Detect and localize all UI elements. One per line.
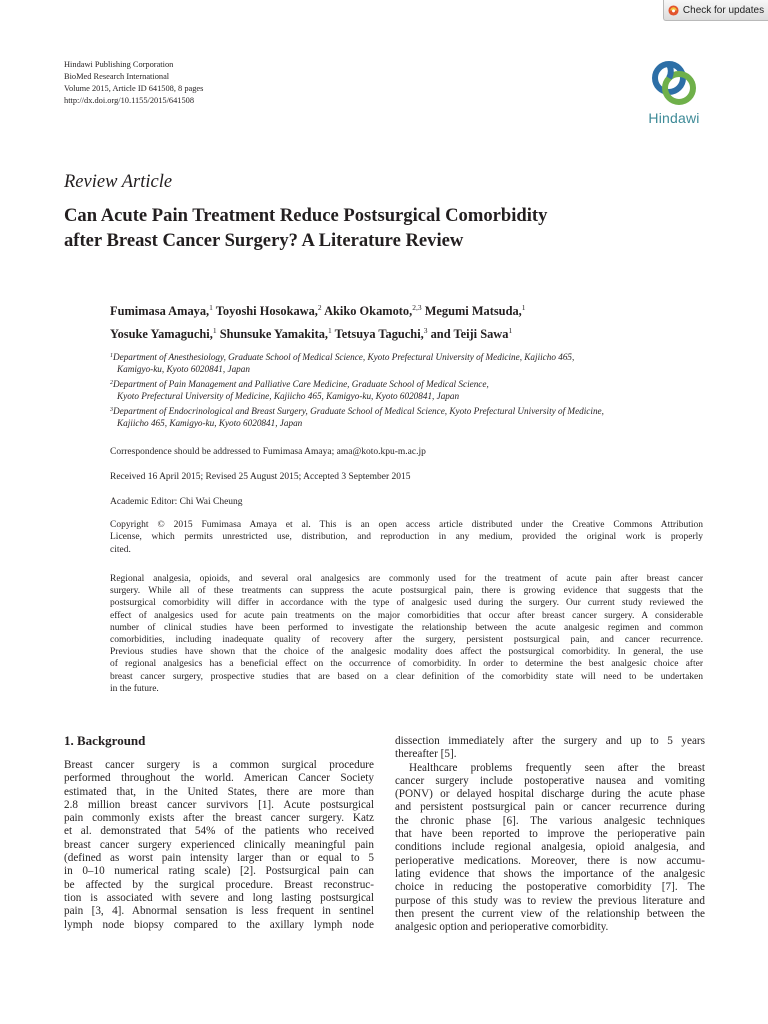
author-name: Akiko Okamoto, [324, 304, 413, 318]
body-line: then present the current view of the relationship between the [395, 907, 705, 920]
affiliation-item [110, 377, 604, 402]
copyright-line: cited. [110, 544, 131, 555]
doi-link[interactable]: http://dx.doi.org/10.1155/2015/641508 [64, 96, 195, 105]
body-line: pain commonly exists after the breast cancer surgery. Katz [64, 812, 374, 825]
crossmark-icon [668, 5, 679, 16]
section-heading: 1. Background [64, 733, 146, 748]
hindawi-rings-icon [649, 58, 699, 108]
body-line: (PONV) or delayed hospital discharge during the acute phase [395, 788, 705, 801]
affiliation-number: 1 [110, 353, 113, 359]
journal-name: BioMed Research International [64, 72, 170, 81]
abstract-line: breast cancer surgery, prospective studies that are based on a clear definition of the comorbidity state will need to be undertaken [110, 671, 703, 682]
academic-editor: Academic Editor: Chi Wai Cheung [110, 497, 243, 507]
abstract-line: comorbidities, including inadequate quality of recovery after the surgery, persistent postsurgical pain, and cancer recurrence. [110, 635, 703, 646]
body-line: conditions include regional analgesia, opioid analgesia, and [395, 841, 705, 854]
abstract-line: postsurgical comorbidity will differ in accordance with the type of analgesic used during the surgery. Our current study reviewed the [110, 598, 703, 609]
affiliation-text: Department of Endocrinological and Breast Surgery, Graduate School of Medical Science, Kyoto Prefectural University of Medicine, [113, 406, 604, 416]
copyright-notice [110, 519, 703, 556]
author-affil-ref: 1 [328, 326, 332, 335]
body-line: analgesic option and perioperative comorbidity. [395, 921, 609, 934]
body-line: Breast cancer surgery is a common surgical procedure [64, 759, 374, 771]
article-title [64, 203, 714, 253]
author-affil-ref: 2 [317, 303, 322, 312]
publisher-name: Hindawi Publishing Corporation [64, 60, 174, 69]
abstract-line: surgery. While all of these treatments can suppress the acute postsurgical pain, there is growing evidence that suggests that the [110, 586, 703, 597]
body-line: lating evidence that shows the importance of the analgesic [395, 867, 705, 880]
title-line: after Breast Cancer Surgery? A Literature Review [64, 230, 464, 251]
body-line: lymph node biopsy compared to the axillary lymph node [64, 918, 374, 931]
affiliation-text: Department of Pain Management and Palliative Care Medicine, Graduate School of Medical Science, [113, 379, 489, 389]
abstract-line: Regional analgesia, opioids, and several oral analgesics are commonly used for the treatment of acute pain after breast cancer [110, 574, 703, 584]
affiliations [110, 350, 604, 431]
copyright-line: Copyright © 2015 Fumimasa Amaya et al. This is an open access article distributed under the Creative Commons Attribution [110, 520, 703, 530]
abstract-line: of regional analgesics has a beneficial effect on the occurrence of comorbidity. In order to determine the best analgesic choice after [110, 659, 703, 670]
body-line: thereafter [5]. [395, 748, 457, 761]
abstract [110, 573, 703, 695]
hindawi-logo [634, 58, 714, 126]
author-affil-ref: 1 [209, 303, 213, 312]
volume-info: Volume 2015, Article ID 641508, 8 pages [64, 84, 204, 93]
affiliation-line: Kajiicho 465, Kamigyo-ku, Kyoto 6020841, Japan [117, 418, 303, 428]
copyright-line: License, which permits unrestricted use, distribution, and reproduction in any medium, provided the original work is properly [110, 532, 703, 543]
body-line: 2.8 million breast cancer survivors [1]. Acute postsurgical [64, 798, 374, 811]
title-line: Can Acute Pain Treatment Reduce Postsurgical Comorbidity [64, 205, 548, 226]
author-list [110, 298, 526, 344]
author-affil-ref: 1 [212, 326, 217, 335]
author-name: Fumimasa Amaya, [110, 304, 210, 318]
body-line: perioperative medications. Moreover, there is now accumu- [395, 854, 705, 867]
affiliation-line [110, 377, 604, 390]
body-line: Healthcare problems frequently seen after the breast [409, 761, 705, 774]
body-line: dissection immediately after the surgery and up to 5 years [395, 735, 705, 747]
body-line: estimated that, in the United States, there are more than [64, 785, 374, 798]
body-line: purpose of this study was to review the previous literature and [395, 894, 705, 907]
author-line [110, 321, 526, 344]
body-line: the chronic phase [6]. The various analgesic techniques [395, 814, 705, 827]
affiliation-line [110, 404, 604, 417]
author-name: and Teiji Sawa [430, 327, 509, 341]
body-line: et al. demonstrated that 54% of the patients who received [64, 825, 374, 838]
body-line: pain [3, 4]. Abnormal sensation is less frequent in sentinel [64, 905, 374, 918]
body-line: cancer surgery include postoperative nausea and vomiting [395, 774, 705, 787]
affiliation-line: Kamigyo-ku, Kyoto 6020841, Japan [117, 364, 250, 374]
author-name: Toyoshi Hosokawa, [215, 304, 318, 318]
body-line: performed throughout the world. American Cancer Society [64, 772, 374, 785]
affiliation-item [110, 350, 604, 375]
check-for-updates-label: Check for updates [682, 4, 765, 16]
body-line: and persistent postsurgical pain or cancer recurrence during [395, 801, 705, 814]
affiliation-text: Department of Anesthesiology, Graduate School of Medical Science, Kyoto Prefectural University of Medicine, Kajiicho 465, [113, 352, 575, 362]
publisher-info [64, 59, 203, 107]
affiliation-line [110, 350, 604, 363]
article-type: Review Article [64, 172, 173, 192]
body-line: (defined as worst pain intensity larger than or equal to 5 [64, 852, 374, 865]
body-line: in 0–10 numerical rating scale) [2]. Postsurgical pain can [64, 865, 374, 878]
affiliation-item [110, 404, 604, 429]
abstract-line: effect of analgesics used for acute pain treatments on the major comorbidities that occur after breast cancer surgery. A considerable [110, 610, 703, 621]
body-line: be affected by the surgical procedure. Breast reconstruc- [64, 878, 374, 891]
body-line: choice in reducing the postoperative comorbidity [7]. The [395, 881, 705, 894]
body-column-right [395, 735, 705, 934]
author-affil-ref: 1 [508, 326, 513, 335]
author-name: Megumi Matsuda, [424, 304, 522, 318]
abstract-line: number of clinical studies have been performed to investigate the relationship between the acute analgesic regimen and common [110, 622, 703, 633]
body-line: that have been reported to improve the perioperative pain [395, 828, 705, 841]
author-name: Tetsuya Taguchi, [334, 327, 424, 341]
check-for-updates-button[interactable] [663, 0, 768, 21]
author-affil-ref: 1 [521, 303, 526, 312]
author-line [110, 298, 526, 321]
affiliation-number: 3 [110, 407, 113, 413]
author-name: Yosuke Yamaguchi, [110, 327, 213, 341]
body-line: breast cancer surgery experienced clinically meaningful pain [64, 838, 374, 851]
abstract-line: Previous studies have shown that the choice of the analgesic modality does affect the postsurgical comorbidity. In general, the use [110, 647, 703, 658]
correspondence: Correspondence should be addressed to Fumimasa Amaya; ama@koto.kpu-m.ac.jp [110, 447, 426, 457]
affiliation-line: Kyoto Prefectural University of Medicine, Kajiicho 465, Kamigyo-ku, Kyoto 6020841, Japan [117, 391, 460, 401]
body-column-left [64, 759, 374, 932]
affiliation-number: 2 [110, 380, 113, 386]
received-dates: Received 16 April 2015; Revised 25 August 2015; Accepted 3 September 2015 [110, 472, 411, 482]
author-affil-ref: 2,3 [412, 303, 422, 312]
author-name: Shunsuke Yamakita, [219, 327, 329, 341]
author-affil-ref: 3 [423, 326, 428, 335]
body-line: tion is associated with severe and long lasting postsurgical [64, 891, 374, 904]
hindawi-logo-text: Hindawi [648, 110, 700, 126]
abstract-line: in the future. [110, 683, 159, 694]
